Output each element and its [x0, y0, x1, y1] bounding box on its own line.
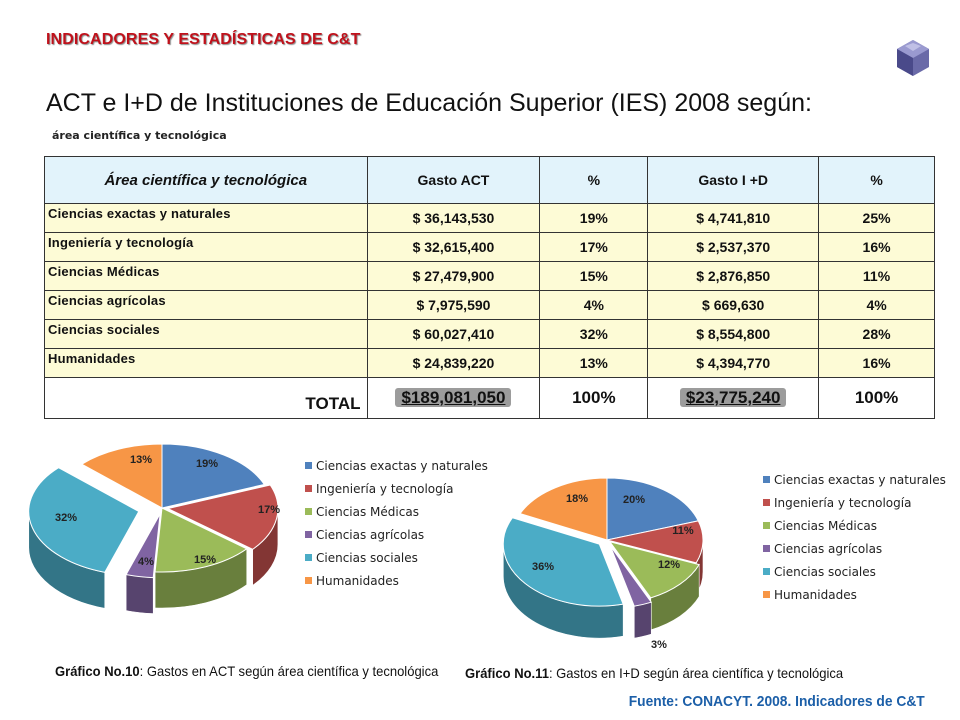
pie-chart-id [495, 462, 946, 662]
cell-pct-act: 13% [540, 349, 648, 378]
caption-act-text: : Gastos en ACT según área científica y tecnológica [139, 663, 439, 679]
cell-gasto-id: $ 2,537,370 [648, 233, 819, 262]
cell-gasto-id: $ 8,554,800 [648, 320, 819, 349]
total-label: TOTAL [45, 378, 368, 419]
cell-pct-id: 25% [819, 204, 935, 233]
total-gasto-id-value: $23,775,240 [680, 388, 787, 407]
slice-label: 3% [651, 639, 667, 651]
legend-swatch [763, 568, 770, 575]
table-row [45, 320, 935, 349]
section-header: INDICADORES Y ESTADÍSTICAS DE C&T [46, 31, 361, 48]
total-gasto-act-value: $189,081,050 [395, 388, 511, 407]
legend-swatch [763, 591, 770, 598]
cell-area: Ciencias sociales [45, 320, 368, 349]
cell-gasto-id: $ 4,394,770 [648, 349, 819, 378]
legend-label: Ciencias sociales [774, 565, 876, 579]
caption-id-number: Gráfico No.11 [465, 665, 549, 681]
cell-gasto-id: $ 669,630 [648, 291, 819, 320]
data-table [44, 156, 935, 419]
pie-side-ciencias-agricolas [126, 575, 153, 614]
page-subtitle: área científica y tecnológica [52, 129, 227, 142]
cell-pct-act: 19% [540, 204, 648, 233]
chart-caption-act [55, 663, 438, 679]
total-gasto-act [367, 378, 540, 419]
cell-gasto-act: $ 60,027,410 [367, 320, 540, 349]
table-row [45, 204, 935, 233]
slice-label: 36% [531, 561, 555, 573]
cell-pct-id: 4% [819, 291, 935, 320]
cell-gasto-act: $ 24,839,220 [367, 349, 540, 378]
column-header-area: Área científica y tecnológica [45, 157, 368, 204]
source-note: Fuente: CONACYT. 2008. Indicadores de C&T [629, 693, 925, 710]
slice-label: 12% [657, 559, 681, 571]
legend-label: Humanidades [774, 588, 857, 602]
legend-label: Ciencias exactas y naturales [316, 459, 488, 473]
cell-pct-act: 4% [540, 291, 648, 320]
table-row [45, 262, 935, 291]
page-title: ACT e I+D de Instituciones de Educación Superior (IES) 2008 según: [46, 89, 812, 117]
table-row [45, 233, 935, 262]
legend-swatch [763, 522, 770, 529]
cell-pct-id: 11% [819, 262, 935, 291]
legend-label: Humanidades [316, 574, 399, 588]
legend-label: Ciencias Médicas [774, 519, 877, 533]
cell-pct-id: 28% [819, 320, 935, 349]
legend-swatch [305, 554, 312, 561]
cell-gasto-act: $ 27,479,900 [367, 262, 540, 291]
slice-label: 17% [257, 504, 281, 516]
column-header-gasto-id: Gasto I +D [648, 157, 819, 204]
total-pct-act: 100% [540, 378, 648, 419]
chart-caption-id [465, 665, 843, 681]
legend-swatch [763, 499, 770, 506]
column-header-pct-act: % [540, 157, 648, 204]
table-header-row [45, 157, 935, 204]
pie-chart-act [40, 435, 488, 625]
table-row [45, 349, 935, 378]
cube-logo-icon [893, 38, 933, 78]
legend-label: Ingeniería y tecnología [774, 496, 912, 510]
cell-gasto-id: $ 2,876,850 [648, 262, 819, 291]
legend-label: Ciencias exactas y naturales [774, 473, 946, 487]
legend-swatch [305, 462, 312, 469]
cell-gasto-act: $ 7,975,590 [367, 291, 540, 320]
slice-label: 4% [138, 556, 154, 568]
cell-pct-act: 15% [540, 262, 648, 291]
table-row [45, 291, 935, 320]
column-header-pct-id: % [819, 157, 935, 204]
legend-label: Ciencias agrícolas [774, 542, 883, 556]
cell-pct-act: 32% [540, 320, 648, 349]
legend-swatch [305, 508, 312, 515]
legend-label: Ingeniería y tecnología [316, 482, 454, 496]
legend-swatch [305, 485, 312, 492]
cell-gasto-id: $ 4,741,810 [648, 204, 819, 233]
cell-pct-id: 16% [819, 233, 935, 262]
caption-act-number: Gráfico No.10 [55, 663, 140, 679]
cell-area: Humanidades [45, 349, 368, 378]
legend-label: Ciencias sociales [316, 551, 418, 565]
slice-label: 11% [672, 525, 694, 537]
cell-pct-id: 16% [819, 349, 935, 378]
cell-area: Ingeniería y tecnología [45, 233, 368, 262]
legend-label: Ciencias agrícolas [316, 528, 425, 542]
column-header-gasto-act: Gasto ACT [367, 157, 540, 204]
legend-label: Ciencias Médicas [316, 505, 419, 519]
slice-label: 19% [195, 458, 219, 470]
slice-label: 18% [565, 493, 589, 505]
caption-id-text: : Gastos en I+D según área científica y tecnológica [548, 665, 844, 681]
cell-gasto-act: $ 32,615,400 [367, 233, 540, 262]
table-total-row [45, 378, 935, 419]
total-gasto-id [648, 378, 819, 419]
legend-swatch [305, 577, 312, 584]
cell-pct-act: 17% [540, 233, 648, 262]
slice-label: 32% [54, 512, 78, 524]
cell-area: Ciencias Médicas [45, 262, 368, 291]
legend-swatch [763, 545, 770, 552]
cell-area: Ciencias exactas y naturales [45, 204, 368, 233]
cell-area: Ciencias agrícolas [45, 291, 368, 320]
legend-swatch [305, 531, 312, 538]
pie-side-ciencias-agricolas [634, 602, 651, 638]
total-pct-id: 100% [819, 378, 935, 419]
slice-label: 13% [129, 454, 153, 466]
cell-gasto-act: $ 36,143,530 [367, 204, 540, 233]
legend-swatch [763, 476, 770, 483]
slice-label: 15% [193, 554, 217, 566]
slice-label: 20% [622, 494, 646, 506]
